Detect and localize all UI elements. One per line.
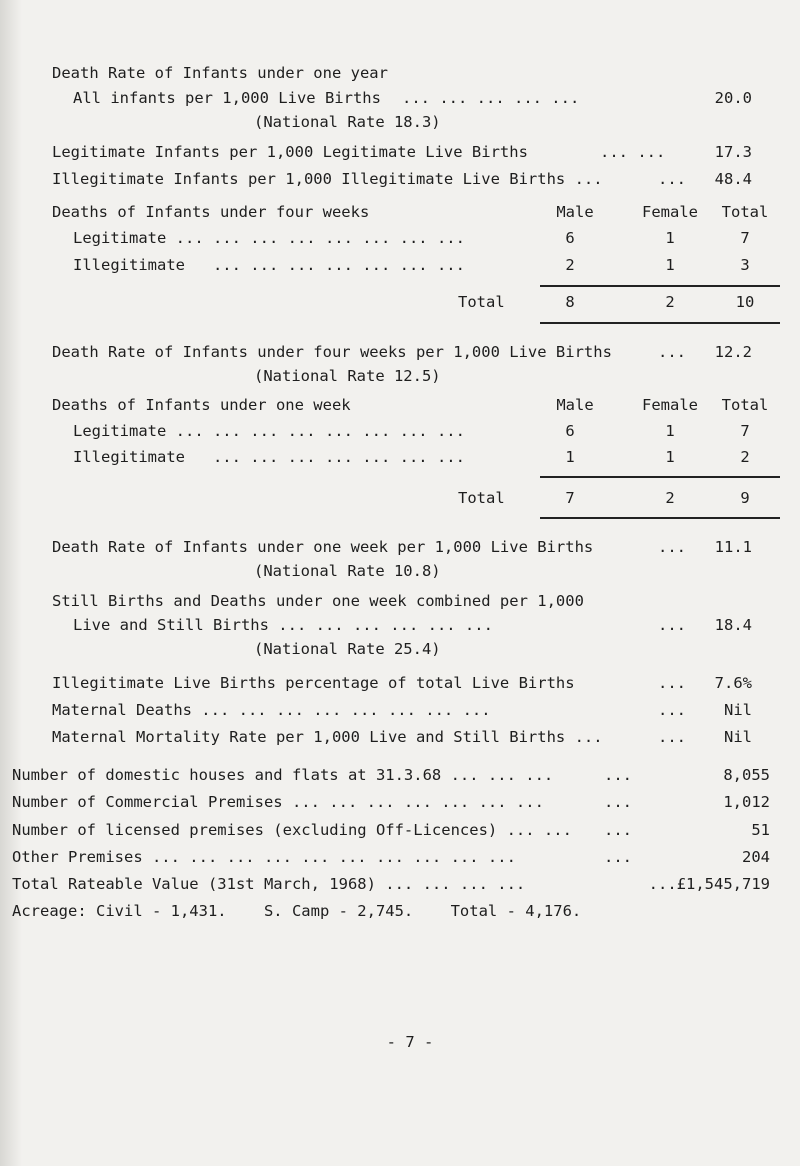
maternal-deaths-leader: ...: [658, 701, 686, 719]
acreage-line: Acreage: Civil - 1,431. S. Camp - 2,745. Total - 4,176.: [12, 902, 582, 920]
illegitimate-infants-label: Illegitimate Infants per 1,000 Illegitimate Live Births ...: [52, 170, 603, 188]
maternal-mortality-rate-leader: ...: [658, 728, 686, 746]
infant-death-rate-heading: Death Rate of Infants under one year: [52, 64, 388, 82]
row-total: 7: [740, 229, 750, 247]
four-weeks-national-rate: (National Rate 12.5): [254, 367, 441, 385]
one-week-rate-label: Death Rate of Infants under one week per 1,000 Live Births: [52, 538, 594, 556]
row-female: 1: [665, 422, 675, 440]
one-week-col-female: Female: [642, 396, 698, 414]
row-total: 3: [740, 256, 750, 274]
all-infants-value: 20.0: [714, 89, 752, 107]
all-infants-leader: ... ... ... ... ...: [402, 89, 580, 107]
four-weeks-total-female: 2: [665, 293, 675, 311]
legitimate-infants-leader: ... ...: [600, 143, 666, 161]
illegitimate-percentage-leader: ...: [658, 674, 686, 692]
row-label: Illegitimate ... ... ... ... ... ... ...: [73, 256, 465, 274]
licensed-premises-leader: ...: [604, 821, 632, 839]
one-week-rule-top: [540, 476, 780, 478]
four-weeks-rule-bottom: [540, 322, 780, 324]
illegitimate-percentage-value: 7.6%: [714, 674, 752, 692]
commercial-premises-value: 1,012: [723, 793, 770, 811]
still-births-leader: ...: [658, 616, 686, 634]
row-label: Legitimate ... ... ... ... ... ... ... ...: [73, 422, 465, 440]
row-male: 6: [565, 229, 575, 247]
legitimate-infants-value: 17.3: [714, 143, 752, 161]
four-weeks-rate-leader: ...: [658, 343, 686, 361]
four-weeks-rate-value: 12.2: [714, 343, 752, 361]
still-births-value: 18.4: [714, 616, 752, 634]
one-week-rate-value: 11.1: [714, 538, 752, 556]
scan-edge-shadow: [0, 0, 22, 1166]
one-week-total-female: 2: [665, 489, 675, 507]
maternal-deaths-label: Maternal Deaths ... ... ... ... ... ... ... ...: [52, 701, 491, 719]
four-weeks-col-female: Female: [642, 203, 698, 221]
commercial-premises-leader: ...: [604, 793, 632, 811]
one-week-total-total: 9: [740, 489, 750, 507]
all-infants-label: All infants per 1,000 Live Births: [73, 89, 381, 107]
still-births-label-line1: Still Births and Deaths under one week combined per 1,000: [52, 592, 584, 610]
maternal-mortality-rate-label: Maternal Mortality Rate per 1,000 Live and Still Births ...: [52, 728, 603, 746]
four-weeks-table-heading: Deaths of Infants under four weeks: [52, 203, 370, 221]
one-week-col-total: Total: [721, 396, 769, 414]
four-weeks-col-total: Total: [721, 203, 769, 221]
maternal-mortality-rate-value: Nil: [724, 728, 752, 746]
maternal-deaths-value: Nil: [724, 701, 752, 719]
one-week-total-male: 7: [565, 489, 575, 507]
illegitimate-percentage-label: Illegitimate Live Births percentage of total Live Births: [52, 674, 575, 692]
commercial-premises-label: Number of Commercial Premises ... ... ... ... ... ... ...: [12, 793, 544, 811]
page-number: - 7 -: [386, 1033, 434, 1051]
legitimate-infants-label: Legitimate Infants per 1,000 Legitimate Live Births: [52, 143, 528, 161]
domestic-houses-label: Number of domestic houses and flats at 31.3.68 ... ... ...: [12, 766, 554, 784]
one-week-rule-bottom: [540, 517, 780, 519]
other-premises-leader: ...: [604, 848, 632, 866]
row-male: 2: [565, 256, 575, 274]
four-weeks-col-male: Male: [556, 203, 594, 221]
row-label: Illegitimate ... ... ... ... ... ... ...: [73, 448, 465, 466]
four-weeks-total-label: Total: [458, 293, 505, 311]
one-week-total-label: Total: [458, 489, 505, 507]
rateable-value-label: Total Rateable Value (31st March, 1968) ... ... ... ...: [12, 875, 526, 893]
row-female: 1: [665, 448, 675, 466]
other-premises-value: 204: [742, 848, 770, 866]
row-female: 1: [665, 256, 675, 274]
licensed-premises-label: Number of licensed premises (excluding Off-Licences) ... ...: [12, 821, 572, 839]
row-male: 6: [565, 422, 575, 440]
one-week-national-rate: (National Rate 10.8): [254, 562, 441, 580]
still-births-national-rate: (National Rate 25.4): [254, 640, 441, 658]
other-premises-label: Other Premises ... ... ... ... ... ... ... ... ... ...: [12, 848, 516, 866]
four-weeks-rate-label: Death Rate of Infants under four weeks per 1,000 Live Births: [52, 343, 612, 361]
four-weeks-total-total: 10: [735, 293, 755, 311]
row-female: 1: [665, 229, 675, 247]
one-week-rate-leader: ...: [658, 538, 686, 556]
licensed-premises-value: 51: [751, 821, 770, 839]
row-total: 2: [740, 448, 750, 466]
four-weeks-total-male: 8: [565, 293, 575, 311]
row-total: 7: [740, 422, 750, 440]
one-week-table-heading: Deaths of Infants under one week: [52, 396, 351, 414]
domestic-houses-value: 8,055: [723, 766, 770, 784]
row-male: 1: [565, 448, 575, 466]
row-label: Legitimate ... ... ... ... ... ... ... ...: [73, 229, 465, 247]
four-weeks-rule-top: [540, 285, 780, 287]
still-births-label-line2: Live and Still Births ... ... ... ... ... ...: [73, 616, 493, 634]
illegitimate-infants-leader: ...: [658, 170, 686, 188]
domestic-houses-leader: ...: [604, 766, 632, 784]
one-week-col-male: Male: [556, 396, 594, 414]
all-infants-national-rate: (National Rate 18.3): [254, 113, 441, 131]
illegitimate-infants-value: 48.4: [714, 170, 752, 188]
rateable-value-value: ...£1,545,719: [648, 875, 770, 893]
